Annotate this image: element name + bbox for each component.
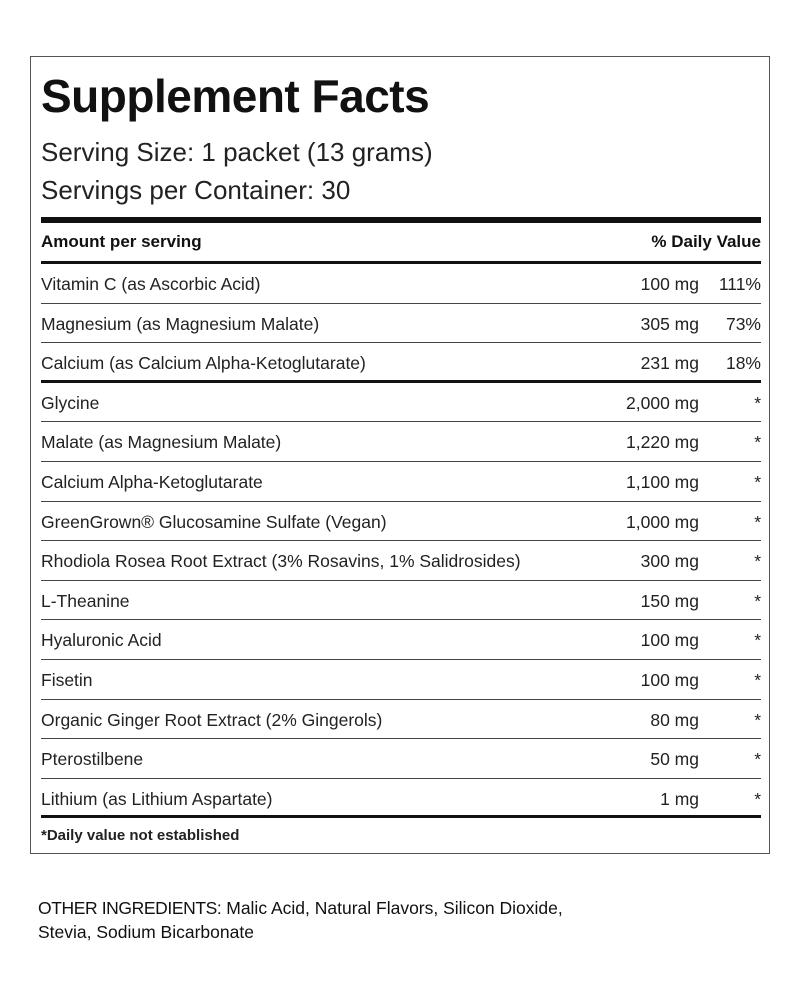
row-daily-value: * — [754, 432, 761, 453]
row-daily-value: * — [754, 630, 761, 651]
row-amount: 1,220 mg — [626, 432, 699, 453]
row-amount: 80 mg — [650, 709, 699, 730]
row-name: Hyaluronic Acid — [41, 630, 162, 651]
table-row — [41, 700, 761, 740]
row-name: Calcium Alpha-Ketoglutarate — [41, 471, 263, 492]
footnote: *Daily value not established — [41, 827, 240, 844]
row-amount: 1 mg — [660, 788, 699, 809]
row-daily-value: 111% — [718, 274, 761, 294]
row-amount: 1,000 mg — [626, 511, 699, 532]
table-row — [41, 541, 761, 581]
row-name: Vitamin C (as Ascorbic Acid) — [41, 274, 261, 294]
row-name: Fisetin — [41, 669, 93, 690]
row-amount: 50 mg — [650, 749, 699, 770]
row-amount: 100 mg — [640, 274, 699, 294]
row-daily-value: * — [754, 511, 761, 532]
row-daily-value: * — [754, 749, 761, 770]
other-ingredients-text: Malic Acid, Natural Flavors, Silicon Dioxide, Stevia, Sodium Bicarbonate — [38, 898, 563, 942]
amount-per-serving-header: Amount per serving — [41, 232, 202, 251]
table-row — [41, 779, 761, 819]
row-name: Pterostilbene — [41, 749, 144, 770]
servings-per-container: Servings per Container: 30 — [41, 175, 351, 205]
daily-value-header: % Daily Value — [651, 232, 761, 251]
row-name: Calcium (as Calcium Alpha-Ketoglutarate) — [41, 353, 366, 374]
table-row — [41, 383, 761, 423]
row-name: Rhodiola Rosea Root Extract (3% Rosavins, 1% Salidrosides) — [41, 551, 521, 572]
row-daily-value: * — [754, 709, 761, 730]
row-name: Glycine — [41, 392, 100, 413]
row-name: Lithium (as Lithium Aspartate) — [41, 788, 273, 809]
row-amount: 1,100 mg — [626, 471, 699, 492]
row-amount: 100 mg — [640, 630, 699, 651]
supplement-facts-panel — [30, 56, 770, 854]
panel-title: Supplement Facts — [41, 70, 430, 122]
table-row — [41, 739, 761, 779]
row-daily-value: * — [754, 788, 761, 809]
table-row — [41, 343, 761, 383]
row-daily-value: 73% — [725, 313, 761, 334]
row-name: L-Theanine — [41, 590, 130, 611]
table-row — [41, 620, 761, 660]
row-daily-value: 18% — [725, 353, 761, 374]
table-header — [41, 223, 761, 261]
row-amount: 100 mg — [640, 669, 699, 690]
row-daily-value: * — [754, 471, 761, 492]
table-row — [41, 304, 761, 344]
row-amount: 2,000 mg — [626, 392, 699, 413]
row-name: GreenGrown® Glucosamine Sulfate (Vegan) — [41, 511, 387, 532]
row-daily-value: * — [754, 590, 761, 611]
other-ingredients — [38, 896, 578, 944]
row-amount: 300 mg — [640, 551, 699, 572]
row-daily-value: * — [754, 392, 761, 413]
row-daily-value: * — [754, 551, 761, 572]
table-row — [41, 660, 761, 700]
nutrient-table — [41, 264, 761, 818]
row-amount: 305 mg — [640, 313, 699, 334]
row-name: Organic Ginger Root Extract (2% Gingerols) — [41, 709, 383, 730]
table-row — [41, 462, 761, 502]
table-row — [41, 502, 761, 542]
row-name: Magnesium (as Magnesium Malate) — [41, 313, 320, 334]
table-row — [41, 581, 761, 621]
table-row — [41, 264, 761, 304]
row-amount: 231 mg — [640, 353, 699, 374]
table-row — [41, 422, 761, 462]
row-amount: 150 mg — [640, 590, 699, 611]
other-ingredients-label: OTHER INGREDIENTS: — [38, 898, 222, 918]
serving-size: Serving Size: 1 packet (13 grams) — [41, 137, 433, 167]
row-daily-value: * — [754, 669, 761, 690]
row-name: Malate (as Magnesium Malate) — [41, 432, 282, 453]
